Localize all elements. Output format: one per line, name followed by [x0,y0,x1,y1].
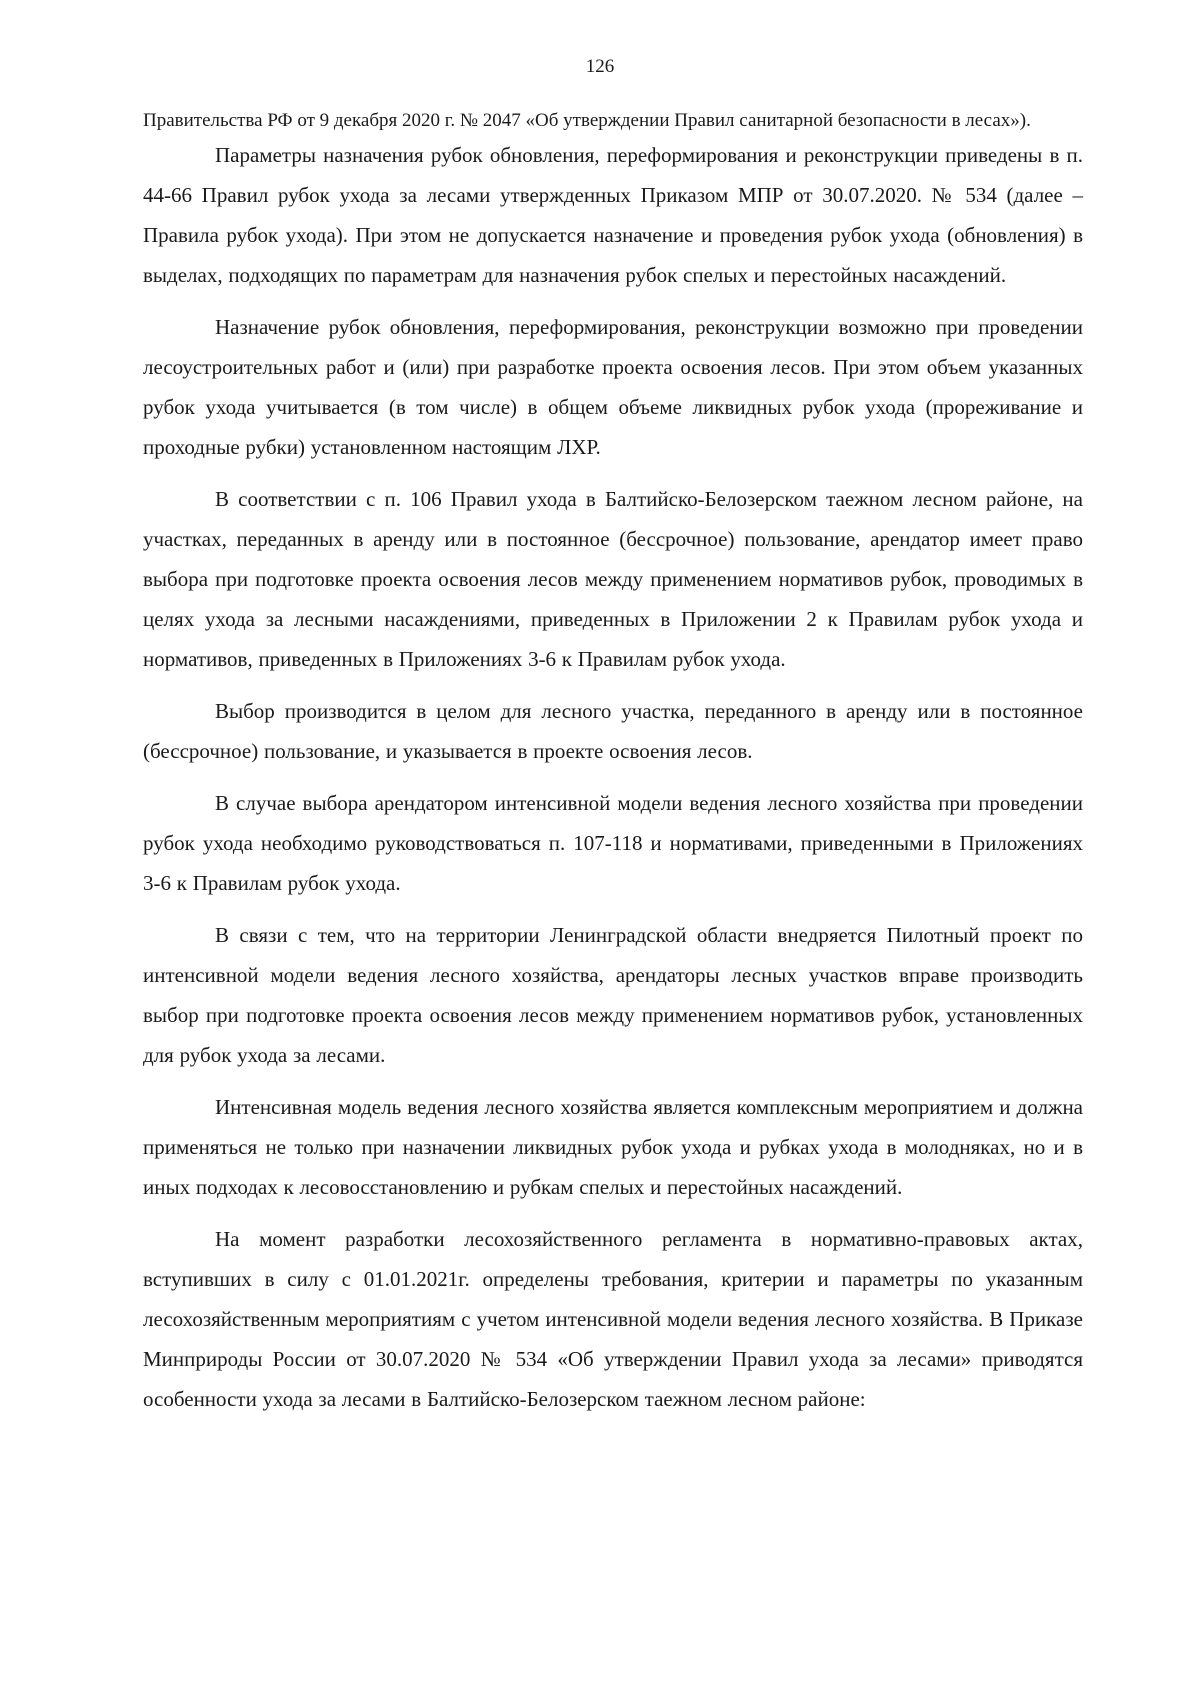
paragraph-6: В связи с тем, что на территории Ленинградской области внедряется Пилотный проект по интенсивной модели ведения лесного хозяйства, арендаторы лесных участков вправе производить выбор при подготовке проекта освоения лесов между применением нормативов рубок, установленных для рубок ухода за лесами. [143,923,1083,1067]
page-number: 126 [585,56,615,77]
paragraph-2: Назначение рубок обновления, переформирования, реконструкции возможно при проведении лесоустроительных работ и (или) при разработке проекта освоения лесов. При этом объем указанных рубок ухода учитывается (в том числе) в общем объеме ликвидных рубок ухода (прореживание и проходные рубки) установленном настоящим ЛХР. [143,315,1083,459]
paragraph-3: В соответствии с п. 106 Правил ухода в Балтийско-Белозерском таежном лесном районе, на участках, переданных в аренду или в постоянное (бессрочное) пользование, арендатор имеет право выбора при подготовке проекта освоения лесов между применением нормативов рубок, проводимых в целях ухода за лесными насаждениями, приведенных в Приложении 2 к Правилам рубок ухода и нормативов, приведенных в Приложениях 3-6 к Правилам рубок ухода. [143,487,1083,671]
paragraph-5: В случае выбора арендатором интенсивной модели ведения лесного хозяйства при проведении рубок ухода необходимо руководствоваться п. 107-118 и нормативами, приведенными в Приложениях 3-6 к Правилам рубок ухода. [143,791,1083,895]
paragraph-8: На момент разработки лесохозяйственного регламента в нормативно-правовых актах, вступивших в силу с 01.01.2021г. определены требования, критерии и параметры по указанным лесохозяйственным мероприятиям с учетом интенсивной модели ведения лесного хозяйства. В Приказе Минприроды России от 30.07.2020 № 534 «Об утверждении Правил ухода за лесами» приводятся особенности ухода за лесами в Балтийско-Белозерском таежном лесном районе: [143,1227,1083,1411]
paragraph-7: Интенсивная модель ведения лесного хозяйства является комплексным мероприятием и должна применяться не только при назначении ликвидных рубок ухода и рубках ухода в молодняках, но и в иных подходах к лесовосстановлению и рубкам спелых и перестойных насаждений. [143,1095,1083,1199]
continuation-text: Правительства РФ от 9 декабря 2020 г. № 2047 «Об утверждении Правил санитарной безопасности в лесах»). [143,110,1031,131]
paragraph-1: Параметры назначения рубок обновления, переформирования и реконструкции приведены в п. 44-66 Правил рубок ухода за лесами утвержденных Приказом МПР от 30.07.2020. № 534 (далее – Правила рубок ухода). При этом не допускается назначение и проведения рубок ухода (обновления) в выделах, подходящих по параметрам для назначения рубок спелых и перестойных насаждений. [143,143,1083,287]
paragraph-4: Выбор производится в целом для лесного участка, переданного в аренду или в постоянное (бессрочное) пользование, и указывается в проекте освоения лесов. [143,699,1083,763]
document-body [143,108,1083,1431]
